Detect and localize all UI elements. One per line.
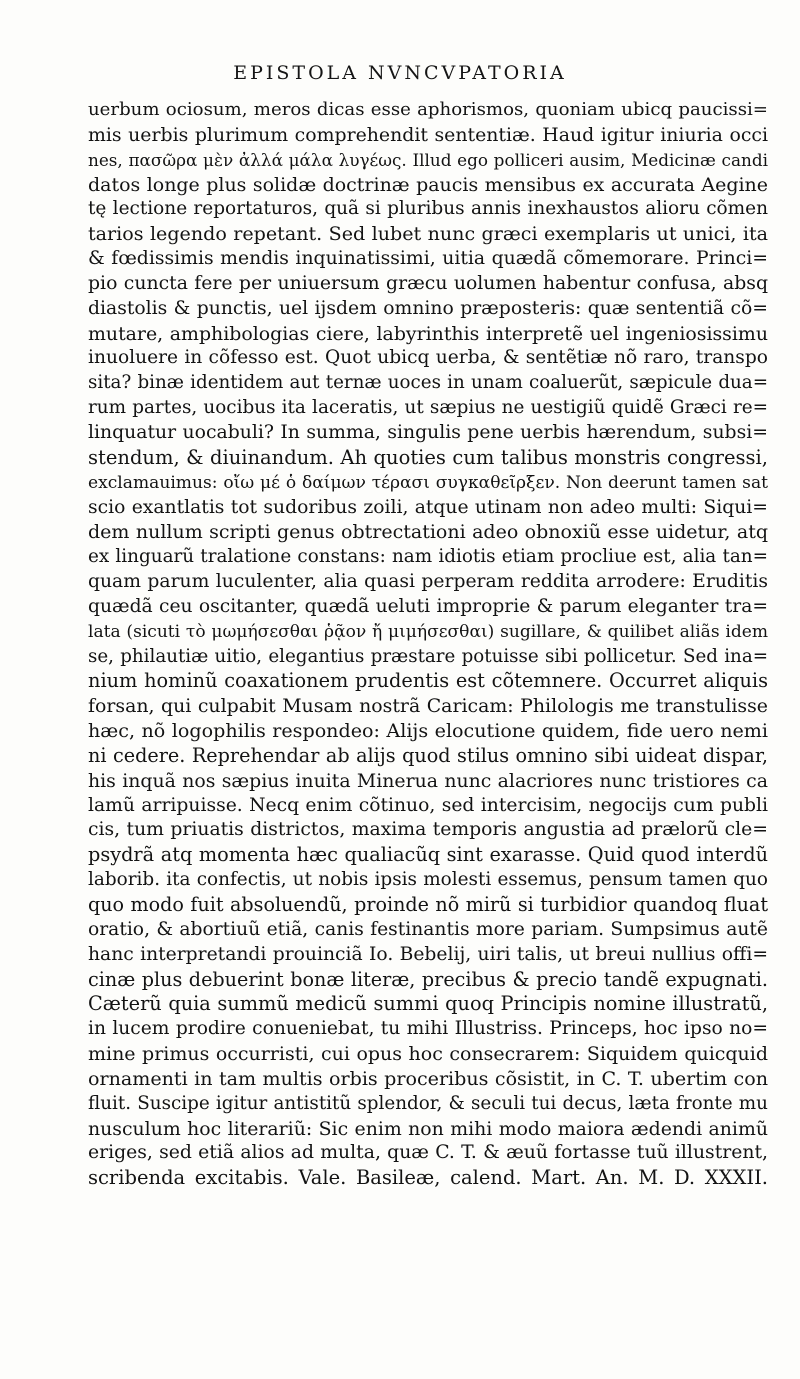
text-line: exclamauimus: οἴω μέ ὁ δαίμων τέρασι συγκαθεῖρξεν. Non deerunt tamen sat xyxy=(88,472,768,493)
text-line: laborib. ita confectis, ut nobis ipsis molesti essemus, pensum tamen quo xyxy=(88,869,768,891)
text-line: ex linguarũ tralatione constans: nam idiotis etiam procliue est, alia tan= xyxy=(88,546,768,568)
text-line: nes, πασῶρα μὲν ἀλλά μάλα λυγέως. Illud ego polliceri ausim, Medicinæ candi xyxy=(88,149,768,170)
text-line: quædã ceu oscitanter, quædã ueluti improprie & parum eleganter tra= xyxy=(88,595,768,617)
text-line: quam parum luculenter, alia quasi perperam reddita arrodere: Eruditis xyxy=(88,571,768,593)
text-line: eriges, sed etiã alios ad multa, quæ C. T. & æuũ fortasse tuũ illustrent, xyxy=(88,1142,768,1164)
text-line: datos longe plus solidæ doctrinæ paucis mensibus ex accurata Aegine xyxy=(88,173,768,196)
text-line: cinæ plus debuerint bonæ literæ, precibus & precio tandẽ expugnati. xyxy=(88,967,768,991)
text-line: nium hominũ coaxationem prudentis est cõtemnere. Occurret aliquis xyxy=(88,669,768,693)
text-line: scio exantlatis tot sudoribus zoili, atque utinam non adeo multi: Siqui= xyxy=(88,496,768,518)
text-line: nusculum hoc literariũ: Sic enim non mihi modo maiora ædendi animũ xyxy=(88,1117,768,1140)
text-line: hanc interpretandi prouinciã Io. Bebelij, uiri talis, ut breui nullius offi= xyxy=(88,943,768,965)
running-title: EPISTOLA NVNCVPATORIA xyxy=(233,62,567,84)
text-line: fluit. Suscipe igitur antistitũ splendor, & seculi tui decus, læta fronte mu xyxy=(88,1092,768,1114)
text-line: cis, tum priuatis districtos, maxima temporis angustia ad prælorũ cle= xyxy=(88,819,768,841)
text-line: se, philautiæ uitio, elegantius præstare potuisse sibi pollicetur. Sed ina= xyxy=(88,645,768,667)
text-line: inuoluere in cõfesso est. Quot ubicq uerba, & sentẽtiæ nõ raro, transpo xyxy=(88,347,768,369)
text-line: in lucem prodire conueniebat, tu mihi Illustriss. Princeps, hoc ipso no= xyxy=(88,1018,768,1040)
text-line: & fœdissimis mendis inquinatissimi, uitia quædã cõmemorare. Princi= xyxy=(88,248,768,270)
text-line: ornamenti in tam multis orbis proceribus cõsistit, in C. T. ubertim con xyxy=(88,1066,768,1090)
text-line: psydrã atq momenta hæc qualiacũq sint exarasse. Quid quod interdũ xyxy=(88,843,768,867)
text-line: tę lectione reportaturos, quã si pluribus annis inexhaustos alioru cõmen xyxy=(88,198,768,220)
text-line: oratio, & abortiuũ etiã, canis festinantis more pariam. Sumpsimus autẽ xyxy=(88,918,768,940)
text-line: lamũ arripuisse. Necq enim cõtinuo, sed intercisim, negocijs cum publi xyxy=(88,794,768,816)
text-line: dem nullum scripti genus obtrectationi adeo obnoxiũ esse uidetur, atq xyxy=(88,521,768,544)
text-line: mine primus occurristi, cui opus hoc consecrarem: Siquidem quicquid xyxy=(88,1043,768,1066)
text-line: hæc, nõ logophilis respondeo: Alijs elocutione quidem, fide uero nemi xyxy=(88,719,768,743)
text-line: mis uerbis plurimum comprehendit sententiæ. Haud igitur iniuria occi xyxy=(88,123,768,146)
text-line: linquatur uocabuli? In summa, singulis pene uerbis hærendum, subsi= xyxy=(88,421,768,443)
text-line: pio cuncta fere per uniuersum græcu uolumen habentur confusa, absq xyxy=(88,272,768,294)
text-line: uerbum ociosum, meros dicas esse aphorismos, quoniam ubicq paucissi= xyxy=(88,99,768,120)
text-line: diastolis & punctis, uel ijsdem omnino præposteris: quæ sententiã cõ= xyxy=(88,297,768,319)
text-line: rum partes, uocibus ita laceratis, ut sæpius ne uestigiũ quidẽ Græci re= xyxy=(88,397,768,419)
text-line: his inquã nos sæpius inuita Minerua nunc alacriores nunc tristiores ca xyxy=(88,769,768,792)
text-line: tarios legendo repetant. Sed lubet nunc græci exemplaris ut unici, ita xyxy=(88,223,768,246)
text-line: mutare, amphibologias ciere, labyrinthis interpretẽ uel ingeniosissimu xyxy=(88,322,768,345)
text-line: ni cedere. Reprehendar ab alijs quod stilus omnino sibi uideat dispar, xyxy=(88,743,768,767)
text-line: sita? binæ identidem aut ternæ uoces in unam coaluerũt, sæpicule dua= xyxy=(88,372,768,394)
text-line: Cæterũ quia summũ medicũ summi quoq Principis nomine illustratũ, xyxy=(88,992,768,1016)
closing-line: scribenda excitabis. Vale. Basileæ, calend. Mart. An. M. D. XXXII. xyxy=(88,1166,768,1190)
body-text xyxy=(88,98,768,1191)
text-line: lata (sicuti τὸ μωμήσεσθαι ῥᾷον ἤ μιμήσεσθαι) sugillare, & quilibet aliãs idem xyxy=(88,621,768,642)
text-line: stendum, & diuinandum. Ah quoties cum talibus monstris congressi, xyxy=(88,445,768,469)
text-line: quo modo fuit absoluendũ, proinde nõ mirũ si turbidior quandoq fluat xyxy=(88,893,768,916)
text-line: forsan, qui culpabit Musam nostrã Caricam: Philologis me transtulisse xyxy=(88,695,768,718)
